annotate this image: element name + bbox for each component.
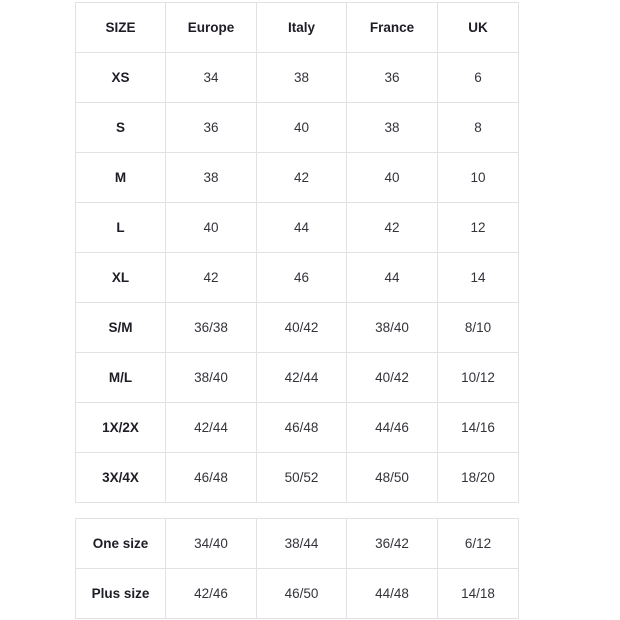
table-row [76,353,519,403]
table-row [76,103,519,153]
row-label: XS [76,53,166,103]
column-header-italy: Italy [257,3,347,53]
cell-europe: 36/38 [166,303,257,353]
table-header-row [76,3,519,53]
cell-europe: 42/44 [166,403,257,453]
cell-france: 44/48 [347,569,438,619]
cell-uk: 10 [438,153,519,203]
table-row [76,253,519,303]
cell-italy: 46/50 [257,569,347,619]
row-label: M [76,153,166,203]
cell-uk: 14/16 [438,403,519,453]
cell-uk: 18/20 [438,453,519,503]
cell-uk: 8/10 [438,303,519,353]
table-row [76,453,519,503]
cell-italy: 38 [257,53,347,103]
column-header-europe: Europe [166,3,257,53]
table-row [76,53,519,103]
table-header [76,3,519,53]
row-label: XL [76,253,166,303]
cell-france: 42 [347,203,438,253]
cell-europe: 46/48 [166,453,257,503]
cell-italy: 40/42 [257,303,347,353]
size-conversion-table [75,2,519,503]
column-header-france: France [347,3,438,53]
cell-italy: 42/44 [257,353,347,403]
cell-france: 40/42 [347,353,438,403]
size-conversion-table-wrapper [75,2,518,503]
row-label: Plus size [76,569,166,619]
cell-france: 44 [347,253,438,303]
table-row [76,519,519,569]
cell-uk: 6/12 [438,519,519,569]
row-label: 1X/2X [76,403,166,453]
cell-france: 36/42 [347,519,438,569]
cell-france: 48/50 [347,453,438,503]
cell-italy: 42 [257,153,347,203]
cell-france: 38/40 [347,303,438,353]
cell-france: 40 [347,153,438,203]
cell-europe: 38 [166,153,257,203]
table-row [76,403,519,453]
cell-france: 36 [347,53,438,103]
cell-italy: 44 [257,203,347,253]
cell-italy: 50/52 [257,453,347,503]
table-row [76,203,519,253]
table-body [76,53,519,503]
cell-france: 44/46 [347,403,438,453]
row-label: M/L [76,353,166,403]
cell-france: 38 [347,103,438,153]
row-label: S/M [76,303,166,353]
cell-italy: 46/48 [257,403,347,453]
table-row [76,569,519,619]
cell-uk: 14 [438,253,519,303]
row-label: L [76,203,166,253]
special-sizes-table-wrapper [75,518,518,619]
cell-europe: 42 [166,253,257,303]
cell-italy: 40 [257,103,347,153]
row-label: 3X/4X [76,453,166,503]
column-header-uk: UK [438,3,519,53]
row-label: One size [76,519,166,569]
cell-uk: 8 [438,103,519,153]
row-label: S [76,103,166,153]
cell-europe: 42/46 [166,569,257,619]
special-sizes-body [76,519,519,619]
cell-italy: 38/44 [257,519,347,569]
table-row [76,303,519,353]
column-header-size: SIZE [76,3,166,53]
cell-italy: 46 [257,253,347,303]
special-sizes-table [75,518,519,619]
cell-uk: 12 [438,203,519,253]
cell-uk: 6 [438,53,519,103]
table-row [76,153,519,203]
cell-europe: 38/40 [166,353,257,403]
cell-europe: 34/40 [166,519,257,569]
cell-europe: 36 [166,103,257,153]
cell-uk: 14/18 [438,569,519,619]
cell-europe: 40 [166,203,257,253]
cell-uk: 10/12 [438,353,519,403]
cell-europe: 34 [166,53,257,103]
